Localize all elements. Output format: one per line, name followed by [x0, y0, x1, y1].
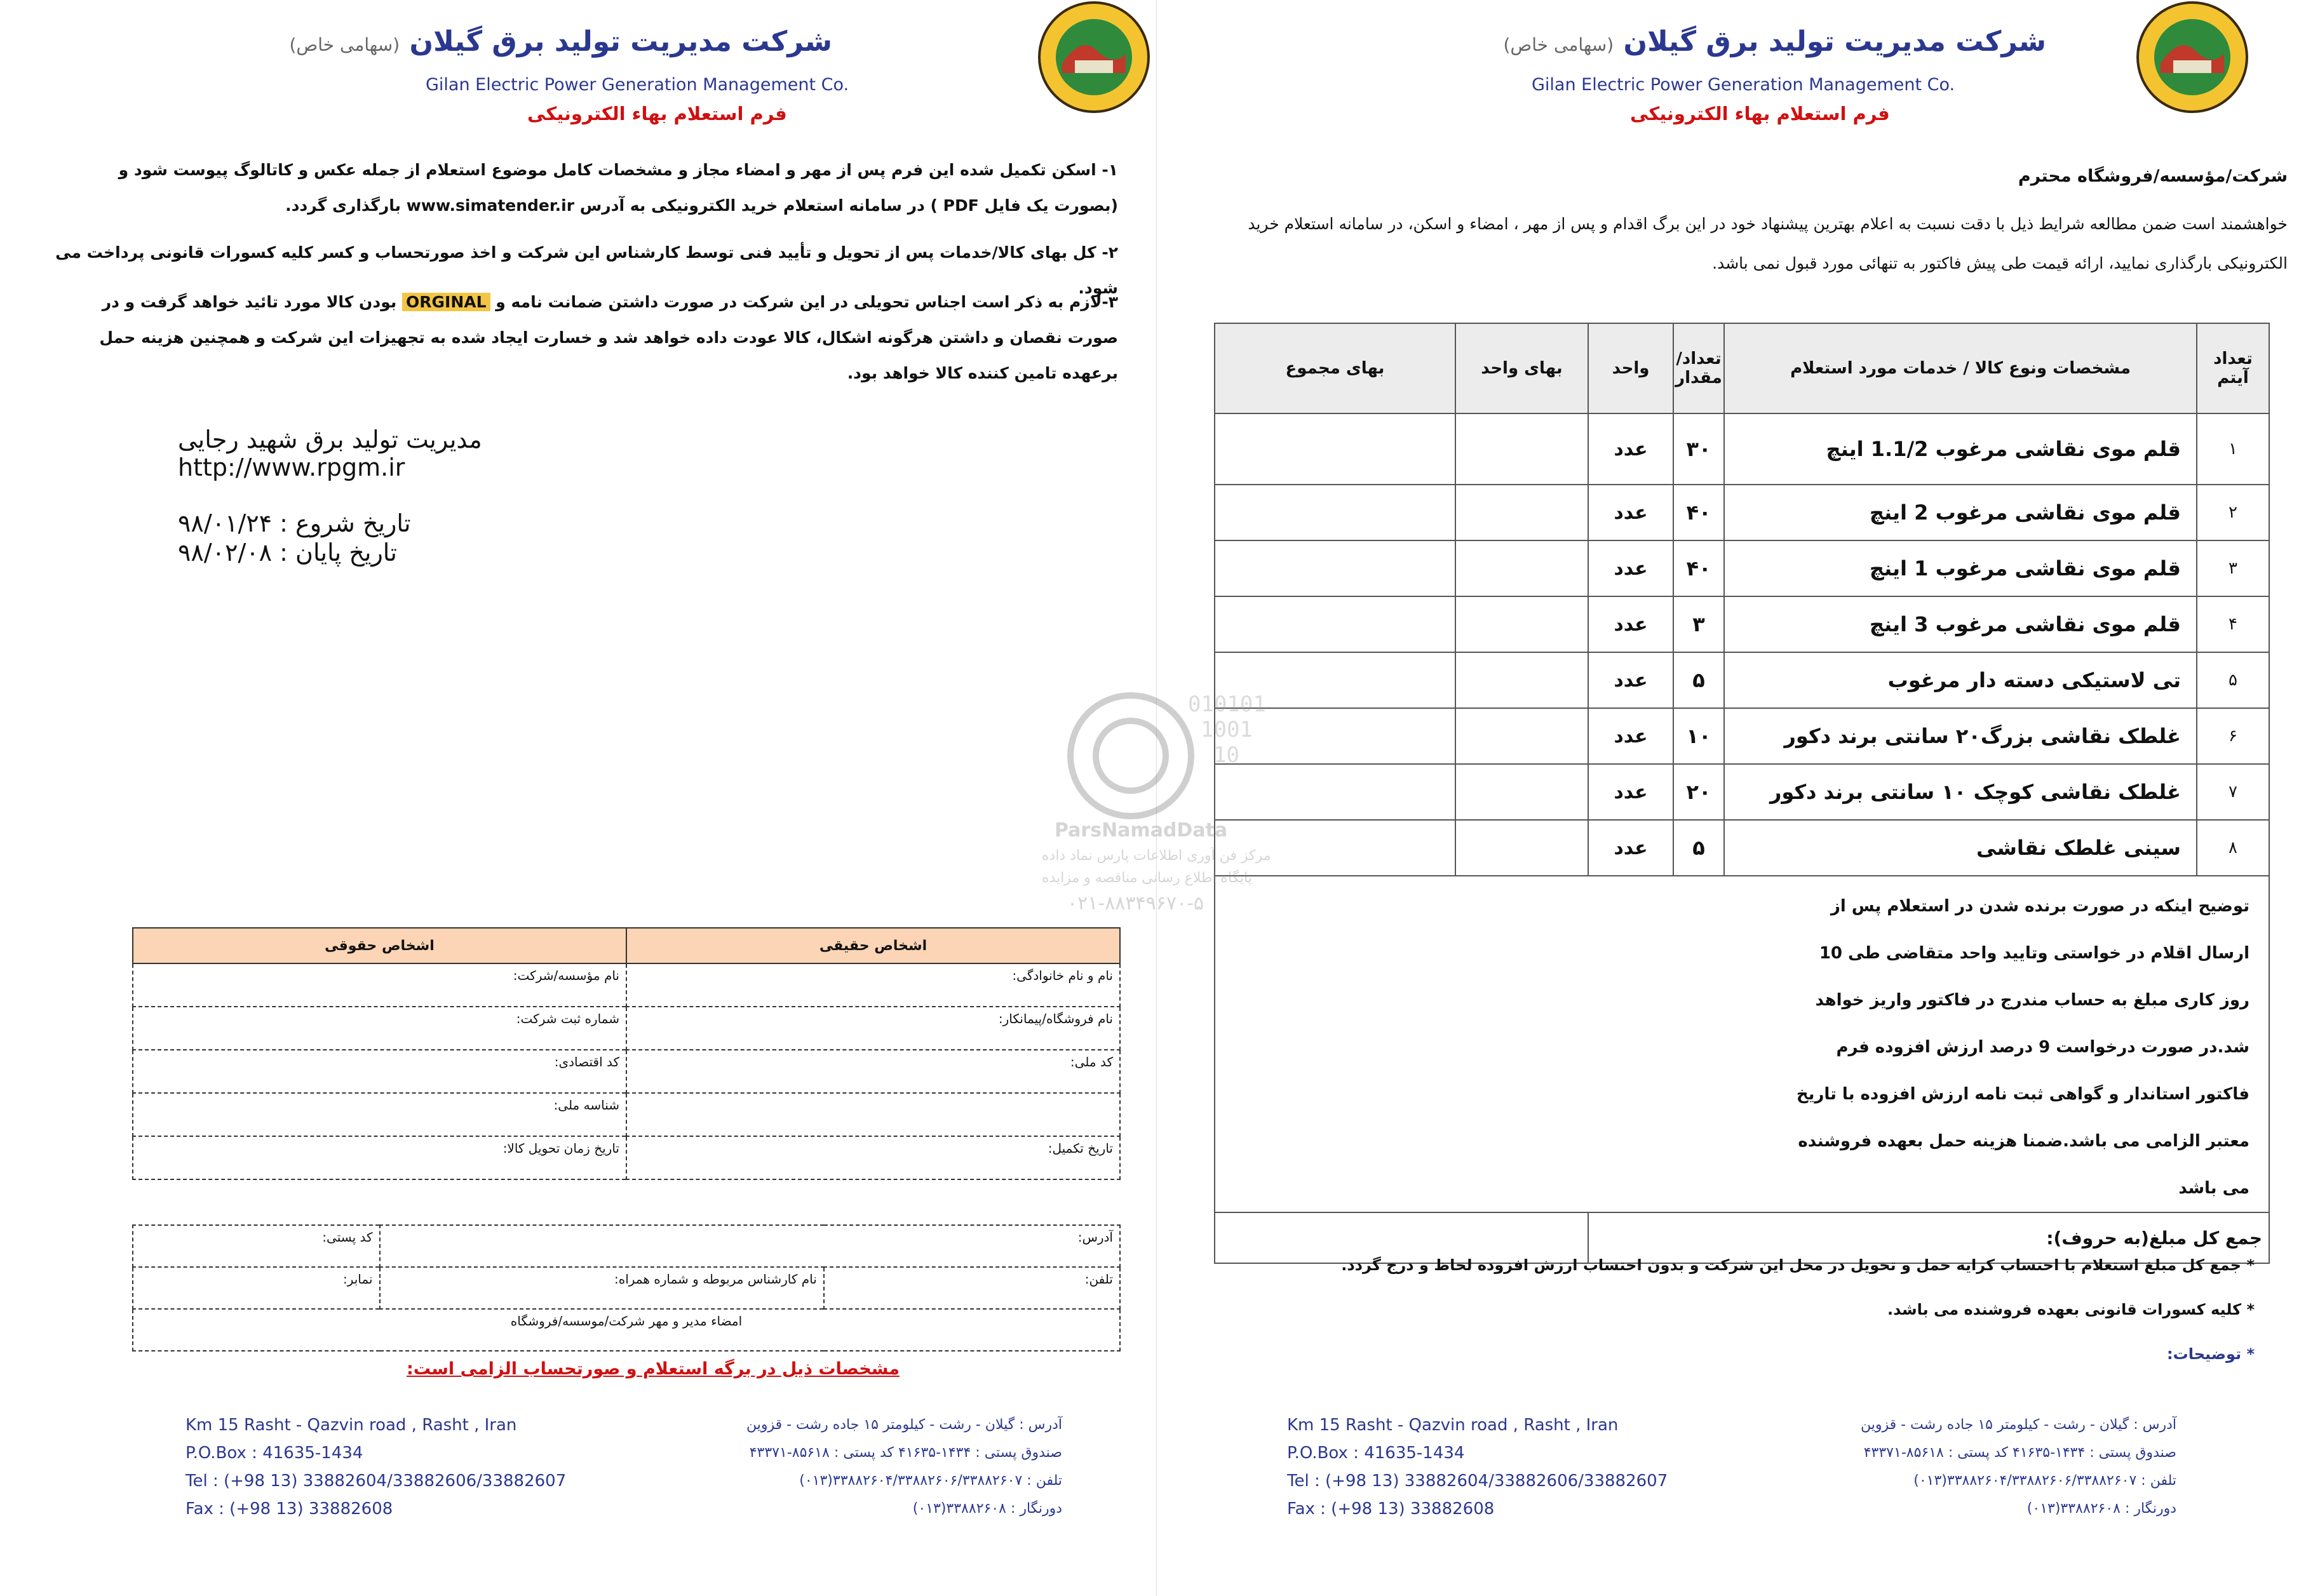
- right-page: [1157, 0, 2313, 1596]
- header-unit-price: بهای واحد: [1455, 323, 1588, 413]
- total-price-cell[interactable]: [1215, 540, 1455, 596]
- total-price-cell[interactable]: [1215, 596, 1455, 652]
- intro-text: خواهشمند است ضمن مطالعه شرایط ذیل با دقت نسبت به اعلام بهترین پیشنهاد خود در این برگ اقدام و پس از مهر ، امضاء و اسکن، در سامانه استعلام خرید الکترونیکی بارگذاری نمایید، ارائه قیمت طی پیش فاکتور به تنهائی مورد قبول نمی باشد.: [1248, 215, 2288, 272]
- field-delivery-date[interactable]: تاریخ زمان تحویل کالا:: [133, 1136, 626, 1179]
- field-full-name[interactable]: نام و نام خانوادگی:: [626, 963, 1120, 1007]
- note-3: ۳-لازم به ذکر است اجناس تحویلی در این شرکت در صورت داشتن ضمانت نامه و ORGINAL بودن کالا مورد تائید خواهد گرفت و در صورت نقصان و داشتن هرگونه اشکال، کالا عودت داده خواهد شد و خسارت ایجاد شده به تجهیزات این شرکت و همچنین هزینه حمل برعهده تامین کننده کالا خواهد بود.: [99, 293, 1118, 382]
- company-title-en: Gilan Electric Power Generation Management Co.: [1532, 75, 1955, 95]
- footer-en: Km 15 Rasht - Qazvin road , Rasht , Iran P.O.Box : 41635-1434 Tel : (+98 13) 33882604/33882606/33882607 Fax : (+98 13) 33882608: [1287, 1416, 1668, 1519]
- bullet-shipping: * جمع کل مبلغ استعلام با احتساب کرایه حمل و تحویل در محل این شرکت و بدون احتساب ارزش افزوده لحاظ و درج گردد.: [1341, 1256, 2255, 1274]
- unit-price-cell[interactable]: [1455, 540, 1588, 596]
- table-row: ۷ غلطک نقاشی کوچک ۱۰ سانتی برند دکور ۲۰ عدد: [1215, 764, 2269, 820]
- field-company-name[interactable]: نام مؤسسه/شرکت:: [133, 963, 626, 1007]
- handwritten-url: http://www.rpgm.ir: [178, 453, 405, 481]
- handwritten-end-date: تاریخ پایان : ۹۸/۰۲/۰۸: [178, 539, 397, 567]
- table-row: ۳ قلم موی نقاشی مرغوب 1 اینچ ۴۰ عدد: [1215, 540, 2269, 596]
- company-title: شرکت مدیریت تولید برق گیلان (سهامی خاص): [289, 25, 832, 58]
- table-row: ۱ قلم موی نقاشی مرغوب 1.1/2 اینچ ۳۰ عدد: [1215, 413, 2269, 485]
- footer-fa: آدرس : گیلان - رشت - کیلومتر ۱۵ جاده رشت - قزوین صندوق پستی : ۱۴۳۴-۴۱۶۳۵ کد پستی : ۸۵۶۱۸-۴۳۳۷۱ تلفن : ۳۳۸۸۲۶۰۴/۳۳۸۸۲۶۰۶/۳۳۸۸۲۶۰۷(۰۱۳) دورنگار : ۳۳۸۸۲۶۰۸(۰۱۳): [1860, 1417, 2176, 1517]
- field-economic-code[interactable]: کد اقتصادی:: [133, 1050, 626, 1093]
- col-real-persons: اشخاص حقیقی: [626, 928, 1120, 963]
- watermark-brand: ParsNamadData: [1055, 819, 1228, 842]
- note-2: ۲- کل بهای کالا/خدمات پس از تحویل و تأیید فنی توسط کارشناس این شرکت و اخذ صورتحساب و کسر کلیه کسورات قانونی پرداخت می شود.: [55, 243, 1118, 297]
- field-postal-code[interactable]: کد پستی:: [133, 1225, 380, 1267]
- salutation: شرکت/مؤسسه/فروشگاه محترم: [2018, 166, 2288, 186]
- unit-price-cell[interactable]: [1455, 820, 1588, 876]
- unit-price-cell[interactable]: [1455, 652, 1588, 708]
- form-title: فرم استعلام بهاء الکترونیکی: [527, 103, 787, 124]
- unit-price-cell[interactable]: [1455, 764, 1588, 820]
- table-row: ۸ سینی غلطک نقاشی ۵ عدد: [1215, 820, 2269, 876]
- explanation-cell: توضیح اینکه در صورت برنده شدن در استعلام پس از ارسال اقلام در خواستی وتایید واحد متقاضی طی 10 روز کاری مبلغ به حساب مندرج در فاکتور واریز خواهد شد.در صورت درخواست 9 درصد ارزش افزوده فرم فاکتور استاندار و گواهی ثبت نامه ارزش افزوده با تاریخ معتبر الزامی می باشد.ضمنا هزینه حمل بعهده فروشنده می باشد: [1215, 876, 2269, 1212]
- company-title: شرکت مدیریت تولید برق گیلان (سهامی خاص): [1503, 25, 2046, 58]
- address-table: [132, 1224, 1121, 1351]
- header-item-count: تعداد آیتم: [2197, 323, 2269, 413]
- sum-value-cell[interactable]: [1215, 1212, 1588, 1263]
- watermark-emblem-icon: [1042, 686, 1296, 927]
- unit-price-cell[interactable]: [1455, 413, 1588, 485]
- header-spec: مشخصات ونوع کالا / خدمات مورد استعلام: [1724, 323, 2197, 413]
- svg-text:10: 10: [1213, 742, 1239, 768]
- field-phone[interactable]: تلفن:: [824, 1267, 1120, 1309]
- bullet-explanations: * توضیحات:: [2167, 1345, 2255, 1363]
- field-address[interactable]: آدرس:: [380, 1225, 1120, 1267]
- table-row: ۴ قلم موی نقاشی مرغوب 3 اینچ ۳ عدد: [1215, 596, 2269, 652]
- handwritten-org: مدیریت تولید برق شهید رجایی: [178, 426, 482, 453]
- svg-text:1001: 1001: [1201, 717, 1253, 742]
- field-registration-number[interactable]: شماره ثبت شرکت:: [133, 1007, 626, 1050]
- note-1: ۱- اسکن تکمیل شده این فرم پس از مهر و امضاء مجاز و مشخصات کامل موضوع استعلام از جمله عکس و کاتالوگ پیوست شود و (بصورت یک فایل PDF ) در سامانه استعلام خرید الکترونیکی به آدرس www.simatender.ir بارگذاری گردد.: [118, 161, 1118, 215]
- table-row: ۶ غلطک نقاشی بزرگ۲۰ سانتی برند دکور ۱۰ عدد: [1215, 708, 2269, 764]
- sum-row: [1215, 1212, 2269, 1263]
- watermark-phone: ۰۲۱-۸۸۳۴۹۶۷۰-۵: [1067, 892, 1204, 915]
- header-qty: تعداد/ مقدار: [1673, 323, 1724, 413]
- table-row: ۵ تی لاستیکی دسته دار مرغوب ۵ عدد: [1215, 652, 2269, 708]
- footer-fa: آدرس : گیلان - رشت - کیلومتر ۱۵ جاده رشت - قزوین صندوق پستی : ۱۴۳۴-۴۱۶۳۵ کد پستی : ۸۵۶۱۸-۴۳۳۷۱ تلفن : ۳۳۸۸۲۶۰۴/۳۳۸۸۲۶۰۶/۳۳۸۸۲۶۰۷(۰۱۳) دورنگار : ۳۳۸۸۲۶۰۸(۰۱۳): [746, 1417, 1062, 1517]
- form-title: فرم استعلام بهاء الکترونیکی: [1630, 103, 1890, 124]
- header-total: بهای مجموع: [1215, 323, 1455, 413]
- unit-price-cell[interactable]: [1455, 485, 1588, 540]
- footer-en: Km 15 Rasht - Qazvin road , Rasht , Iran P.O.Box : 41635-1434 Tel : (+98 13) 33882604/33882606/33882607 Fax : (+98 13) 33882608: [185, 1416, 567, 1519]
- total-price-cell[interactable]: [1215, 413, 1455, 485]
- col-legal-persons: اشخاص حقوقی: [133, 928, 626, 963]
- table-row: ۲ قلم موی نقاشی مرغوب 2 اینچ ۴۰ عدد: [1215, 485, 2269, 540]
- explanation-row: [1215, 876, 2269, 1212]
- unit-price-cell[interactable]: [1455, 596, 1588, 652]
- field-completion-date[interactable]: تاریخ تکمیل:: [626, 1136, 1120, 1179]
- field-expert-name[interactable]: نام کارشناس مربوطه و شماره همراه:: [380, 1267, 824, 1309]
- field-store-name[interactable]: نام فروشگاه/پیمانکار:: [626, 1007, 1120, 1050]
- left-page: [0, 0, 1156, 1596]
- field-fax[interactable]: نمابر:: [133, 1267, 380, 1309]
- sum-label: جمع کل مبلغ(به حروف):: [1588, 1212, 2269, 1263]
- unit-price-cell[interactable]: [1455, 708, 1588, 764]
- company-title-en: Gilan Electric Power Generation Management Co.: [426, 75, 849, 95]
- bullet-deductions: * کلیه کسورات قانونی بعهده فروشنده می باشد.: [1887, 1301, 2255, 1318]
- company-logo: [2135, 0, 2249, 114]
- field-national-id[interactable]: شناسه ملی:: [133, 1093, 626, 1136]
- total-price-cell[interactable]: [1215, 485, 1455, 540]
- watermark-line1: مرکز فن آوری اطلاعات پارس نماد داده: [1042, 848, 1271, 864]
- personal-info-table: [132, 927, 1121, 1180]
- items-table: [1214, 323, 2270, 1264]
- parsnamad-watermark: [1042, 686, 1296, 927]
- watermark-line2: پایگاه اطلاع رسانی مناقصه و مزایده: [1042, 870, 1252, 886]
- company-logo: [1037, 0, 1151, 114]
- header-unit: واحد: [1588, 323, 1673, 413]
- required-note: مشخصات ذیل در برگه استعلام و صورتحساب الزامی است:: [407, 1359, 900, 1379]
- handwritten-start-date: تاریخ شروع : ۹۸/۰۱/۲۴: [178, 509, 411, 537]
- svg-text:010101: 010101: [1188, 692, 1266, 717]
- field-national-code[interactable]: کد ملی:: [626, 1050, 1120, 1093]
- original-highlight: ORGINAL: [402, 293, 490, 311]
- field-signature[interactable]: امضاء مدیر و مهر شرکت/موسسه/فروشگاه: [133, 1309, 1120, 1351]
- field-empty: [626, 1093, 1120, 1136]
